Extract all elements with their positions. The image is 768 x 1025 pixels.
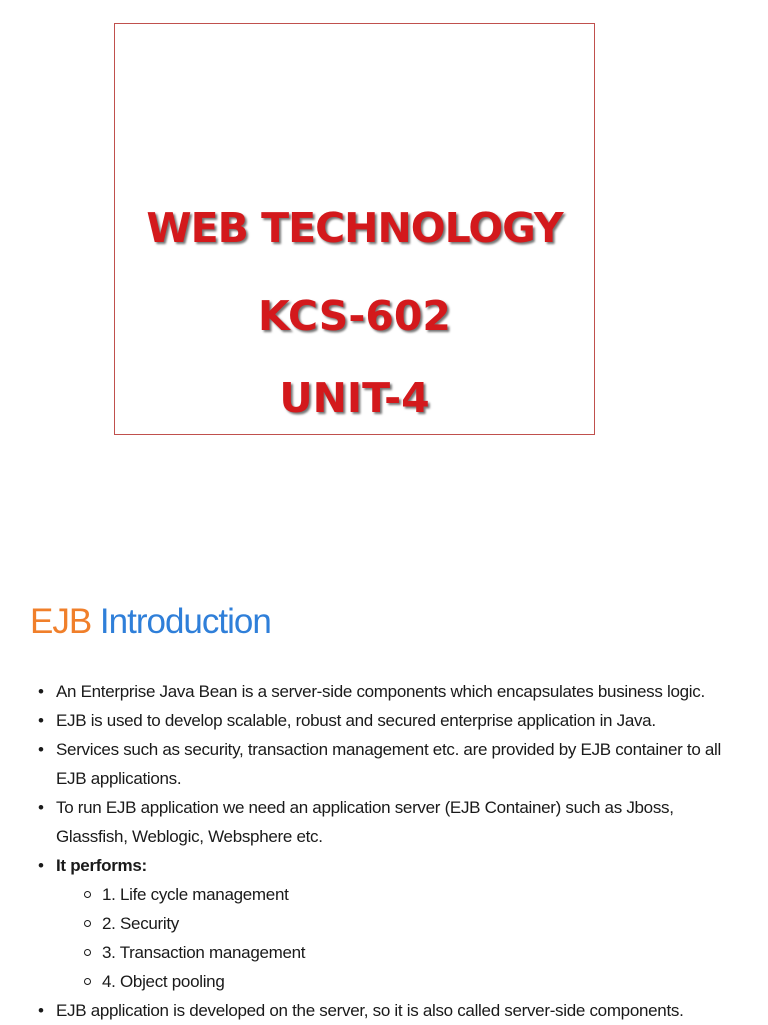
bullet-dot: • [38, 740, 44, 759]
bullet-dot: • [38, 1001, 44, 1020]
bullet-dot: • [38, 711, 44, 730]
list-item [36, 677, 736, 706]
list-item [36, 706, 736, 735]
heading-rest: Introduction [91, 602, 271, 641]
unit-label: UNIT-4 [279, 374, 430, 422]
bullet-text: To run EJB application we need an application server (EJB Container) such as Jboss, Glassfish, Weblogic, Websphere etc. [56, 798, 674, 846]
list-item [36, 996, 736, 1025]
course-code: KCS-602 [258, 292, 451, 340]
bullet-text: Services such as security, transaction management etc. are provided by EJB container to all EJB applications. [56, 740, 722, 788]
hollow-bullet-icon [84, 978, 91, 985]
bullet-list [36, 677, 736, 1025]
sub-list-item [56, 967, 736, 996]
list-item [36, 793, 736, 851]
sub-list [56, 880, 736, 996]
title-slide-box [114, 23, 595, 435]
sub-item-text: 4. Object pooling [102, 972, 225, 991]
section-heading [30, 604, 271, 639]
bullet-text: EJB is used to develop scalable, robust and secured enterprise application in Java. [56, 711, 656, 730]
bullet-dot: • [38, 798, 44, 817]
bullet-dot: • [38, 856, 44, 875]
list-item [36, 735, 736, 793]
sub-item-text: 1. Life cycle management [102, 885, 289, 904]
sub-item-text: 3. Transaction management [102, 943, 306, 962]
sub-list-item [56, 909, 736, 938]
sub-item-text: 2. Security [102, 914, 180, 933]
hollow-bullet-icon [84, 949, 91, 956]
bullet-text-bold: It performs: [56, 856, 147, 875]
heading-accent: EJB [30, 602, 92, 641]
bullet-dot: • [38, 682, 44, 701]
list-item [36, 851, 736, 996]
bullet-text: An Enterprise Java Bean is a server-side components which encapsulates business logic. [56, 682, 705, 701]
course-title: WEB TECHNOLOGY [146, 204, 563, 252]
bullet-text: EJB application is developed on the server, so it is also called server-side components. [56, 1001, 684, 1020]
hollow-bullet-icon [84, 920, 91, 927]
hollow-bullet-icon [84, 891, 91, 898]
sub-list-item [56, 880, 736, 909]
sub-list-item [56, 938, 736, 967]
